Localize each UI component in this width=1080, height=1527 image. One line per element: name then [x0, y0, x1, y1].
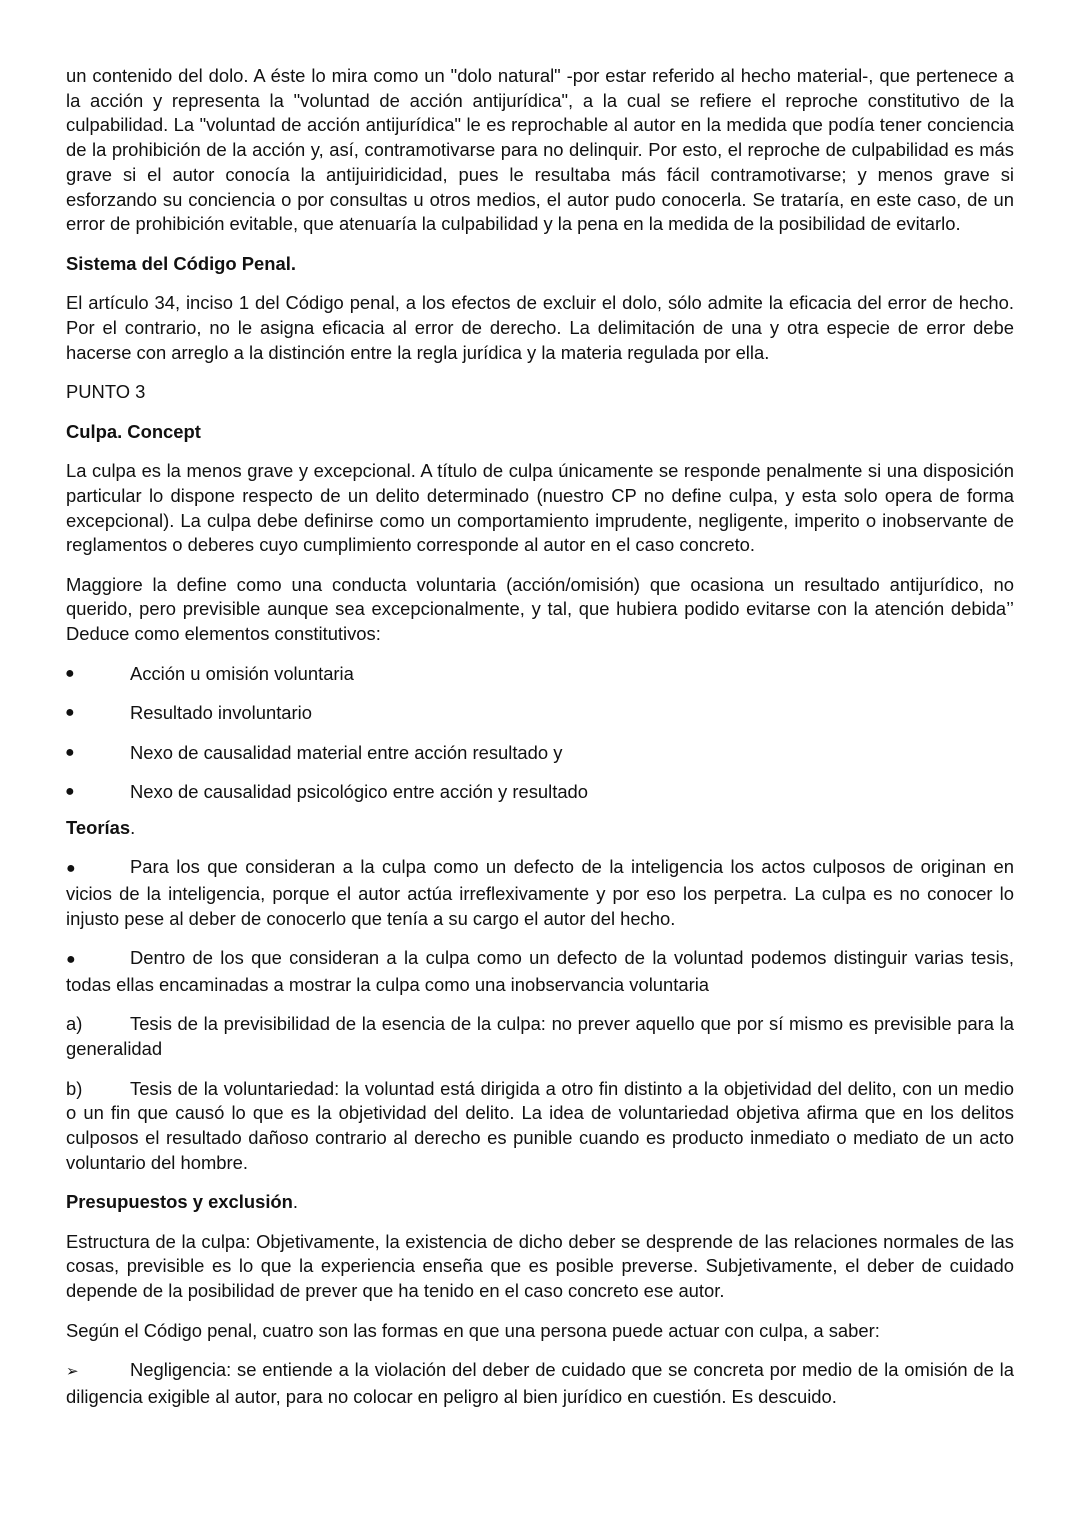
paragraph-teoria-voluntad — [66, 946, 1014, 997]
paragraph-formas-culpa: Según el Código penal, cuatro son las formas en que una persona puede actuar con culpa, a saber: — [66, 1319, 880, 1341]
heading-teorias-period: . — [130, 816, 136, 838]
teoria-inteligencia-text: Para los que consideran a la culpa como un defecto de la inteligencia los actos culposos de originan en vicios de la inteligencia, porque el autor actúa irreflexivamente y por eso los perpetra. La culpa es no conocer lo injusto pese al deber de conocerlo que tenía a su cargo el autor del hecho. — [66, 856, 1014, 929]
list-item — [66, 701, 1014, 726]
paragraph-tesis-previsibilidad — [66, 1012, 1014, 1061]
heading-sistema-codigo-penal: Sistema del Código Penal. — [66, 252, 296, 274]
list-label-a: a) — [66, 1013, 83, 1035]
bullet-icon: ● — [65, 743, 75, 761]
teoria-voluntad-text: Dentro de los que consideran a la culpa como un defecto de la voluntad podemos distinguir varias tesis, todas ellas encaminadas a mostrar la culpa como una inobservancia voluntaria — [66, 947, 1014, 995]
tesis-previsibilidad-text: Tesis de la previsibilidad de la esencia de la culpa: no prever aquello que por sí mismo es previsible para la generalidad — [66, 1013, 1014, 1060]
paragraph-dolo-natural: un contenido del dolo. A éste lo mira como un "dolo natural" -por estar referido al hecho material-, que pertenece a la acción y representa la "voluntad de acción antijurídica", a la cual se refiere el reproche constitutivo de la culpabilidad. La "voluntad de acción antijurídica" le es reprochable al autor en la medida que podía tener conciencia de la prohibición de la acción y, así, contramotivarse para no delinquir. Por esto, el reproche de culpabilidad es más grave si el autor conocía la antijuiridicidad, pues le resultaba más fácil contramotivarse; y menos grave si esforzando su conciencia o por consultas u otros medios, el autor pudo conocerla. Se trataría, en este caso, de un error de prohibición evitable, que atenuaría la culpabilidad y la pena en la medida de la posibilidad de evitarlo. — [66, 65, 1014, 235]
paragraph-maggiore: Maggiore la define como una conducta voluntaria (acción/omisión) que ocasiona un resultado antijurídico, no querido, pero previsible aunque sea excepcionalmente, y tal, que hubiera podido evitarse con la atención debida’’ Deduce como elementos constitutivos: — [66, 573, 1014, 645]
paragraph-teoria-inteligencia — [66, 855, 1014, 931]
paragraph-negligencia — [66, 1358, 1014, 1409]
list-item — [66, 741, 1014, 766]
bullet-icon: ● — [65, 664, 75, 682]
arrow-bullet-icon: ➢ — [66, 1363, 79, 1381]
bullet-icon: ● — [66, 951, 76, 969]
list-label-b: b) — [66, 1077, 83, 1099]
tesis-voluntariedad-text: Tesis de la voluntariedad: la voluntad está dirigida a otro fin distinto a la objetividad del delito, con un medio o un fin que causó lo que es la objetividad del delito. La idea de voluntariedad objetiva afirma que en los delitos culposos el resultado dañoso contrario al derecho es punible cuando es producto inmediato o mediato de un acto voluntario del hombre. — [66, 1077, 1014, 1173]
list-item-text: Nexo de causalidad psicológico entre acción y resultado — [130, 781, 588, 803]
heading-presupuestos-text: Presupuestos y exclusión — [66, 1191, 293, 1213]
list-item-text: Resultado involuntario — [130, 702, 312, 724]
document-page — [66, 64, 1014, 1410]
negligencia-text: Negligencia: se entiende a la violación del deber de cuidado que se concreta por medio de la omisión de la diligencia exigible al autor, para no colocar en peligro al bien jurídico en cuestión. Es descuido. — [66, 1359, 1014, 1407]
paragraph-estructura-culpa: Estructura de la culpa: Objetivamente, la existencia de dicho deber se desprende de las relaciones normales de las cosas, previsible es lo que la experiencia enseña que es posible preverse. Subjetivamente, el deber de cuidado depende de la posibilidad de prever que ha tenido en el caso concreto ese autor. — [66, 1230, 1014, 1302]
heading-presupuestos-period: . — [292, 1191, 299, 1213]
list-item-text: Nexo de causalidad material entre acción resultado y — [130, 741, 563, 763]
paragraph-articulo-34: El artículo 34, inciso 1 del Código penal, a los efectos de excluir el dolo, sólo admite la eficacia del error de hecho. Por el contrario, no le asigna eficacia al error de derecho. La delimitación de una y otra especie de error debe hacerse con arreglo a la distinción entre la regla jurídica y la materia regulada por ella. — [66, 292, 1014, 363]
list-item-text: Acción u omisión voluntaria — [130, 662, 354, 684]
bullet-icon: ● — [66, 860, 76, 878]
paragraph-culpa-definicion: La culpa es la menos grave y excepcional. A título de culpa únicamente se responde penalmente si una disposición particular lo dispone respecto de un delito determinado (nuestro CP no define culpa, y esta solo opera de forma excepcional). La culpa debe definirse como un comportamiento imprudente, negligente, imperito o inobservante de reglamentos o deberes cuyo cumplimiento corresponde al autor en el caso concreto. — [66, 460, 1014, 556]
heading-culpa-concept: Culpa. Concept — [66, 420, 201, 442]
paragraph-tesis-voluntariedad — [66, 1077, 1014, 1176]
heading-presupuestos — [66, 1190, 1014, 1215]
list-item — [66, 780, 1014, 805]
bullet-icon: ● — [65, 704, 75, 722]
heading-teorias — [66, 816, 1014, 841]
heading-teorias-text: Teorías — [66, 816, 131, 838]
list-item — [66, 662, 1014, 687]
section-label-punto-3: PUNTO 3 — [66, 381, 146, 403]
bullet-icon: ● — [65, 783, 75, 801]
